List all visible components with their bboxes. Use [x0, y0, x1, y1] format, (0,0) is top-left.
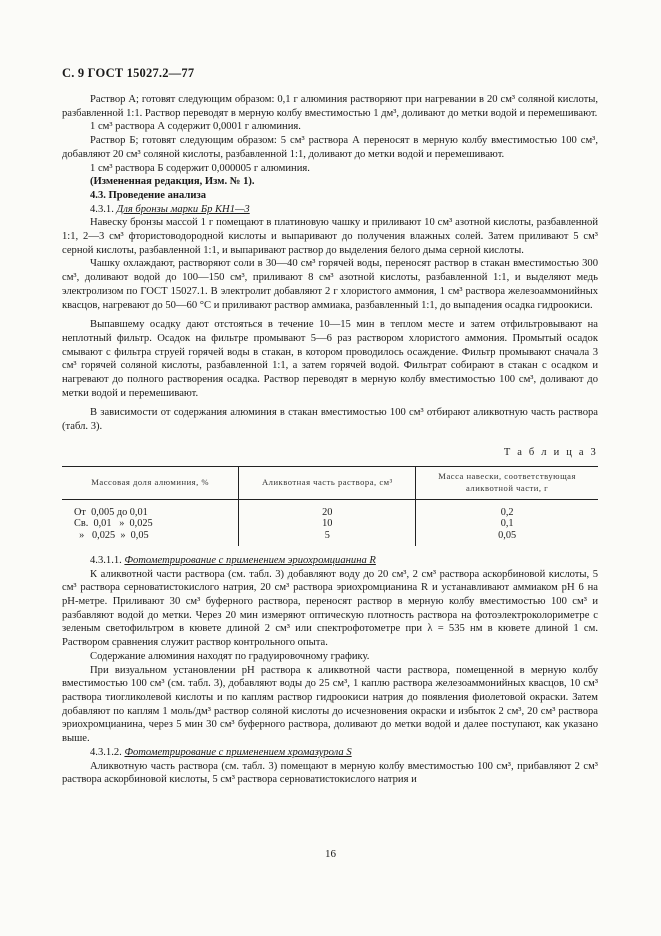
table-cell: 5 [239, 530, 416, 542]
paragraph: 1 см³ раствора А содержит 0,0001 г алюминия. [90, 121, 301, 133]
paragraph: Чашку охлаждают, растворяют соли в 30—40 см³ горячей воды, переносят раствор в стакан вместимостью 300 см³, доливают водой до 100—150 см³, приливают 8 см³ азотной кислоты, разбавленной 1:1, и выделяют медь электролизом по ГОСТ 15027.1. В электролит добавляют 2 г хлористого аммония, 1 см³ раствора железоаммонийных квасцов, нагревают до 50—60 °С и приливают раствор аммиака, разбавленный 1:1, до выпадения осадка гидроокиси. [62, 258, 598, 311]
table-cell: » 0,025 » 0,05 [74, 530, 149, 542]
paragraph: 1 см³ раствора Б содержит 0,000005 г алюминия. [90, 162, 310, 174]
subsection-number: 4.3.1.1. [90, 554, 122, 566]
column-header: Массовая доля алюминия, % [62, 466, 239, 499]
column-header: Масса навески, соответствующая аликвотной части, г [416, 466, 598, 499]
table-cell: 0,1 [500, 518, 514, 530]
page-header: С. 9 ГОСТ 15027.2—77 [62, 66, 195, 80]
subsection-heading [62, 554, 598, 568]
table-cell: 0,05 [498, 530, 517, 542]
paragraph: Аликвотную часть раствора (см. табл. 3) помещают в мерную колбу вместимостью 100 см³, прибавляют 2 см³ раствора аскорбиновой кислоты, 5 см³ раствора серноватистокислого натрия и [62, 760, 598, 786]
table-row [62, 530, 598, 542]
paragraph: К аликвотной части раствора (см. табл. 3) добавляют воду до 20 см³, 2 см³ раствора аскорбиновой кислоты, 5 см³ раствора серноватистокислого натрия, 20 см³ раствора эриохромцианина R и устанавливают аммиаком рН 6 на рН-метре. Приливают 30 см³ буферного раствора, переносят раствор в мерную колбу вместимостью 100 см³ и разбавляют водой до метки. Через 20 мин измеряют оптическую плотность раствора на фотоэлектроколориметре с зеленым светофильтром в кювете длиной 2 см³ или спектрофотометре при λ = 535 нм в кювете длиной 1 см. Раствором сравнения служит раствор контрольного опыта. [62, 568, 598, 649]
subsection-title: Фотометрирование с применением эриохромцианина R [124, 554, 376, 566]
document-body [62, 93, 598, 787]
table-cell: 0,2 [500, 506, 514, 518]
table-caption: Т а б л и ц а 3 [503, 446, 598, 458]
table-header-row [62, 466, 598, 499]
subsection-title: Фотометрирование с применением хромазурола S [124, 746, 352, 758]
table-row [62, 518, 598, 530]
section-heading: 4.3. Проведение анализа [90, 189, 206, 201]
page-number: 16 [325, 848, 336, 860]
column-header: Аликвотная часть раствора, см³ [239, 466, 416, 499]
table-row [62, 507, 598, 519]
table-cell: От 0,005 до 0,01 [74, 506, 148, 518]
paragraph: Выпавшему осадку дают отстояться в течение 10—15 мин в теплом месте и затем отфильтровывают на неплотный фильтр. Осадок на фильтре промывают 5—6 раз раствором хлористого аммония. Промытый осадок смывают с фильтра струей горячей воды в стакан, в котором проводилось осаждение. Фильтр промывают сначала 3 см³ горячей соляной кислоты, разбавленной 1:1, а затем горячей водой. Фильтрат собирают в стакан с осадком и нагревают до полного растворения осадка. Раствор переводят в мерную колбу вместимостью 100 см³, доливают до метки водой и перемешивают. [62, 319, 598, 399]
subsection-number: 4.3.1.2. [90, 746, 122, 758]
paragraph: Содержание алюминия находят по градуировочному графику. [90, 650, 370, 662]
subsection-title: Для бронзы марки Бр КН1—3 [116, 203, 250, 215]
subsection-heading [62, 203, 598, 217]
subsection-number: 4.3.1. [90, 203, 114, 215]
table-cell: 10 [239, 518, 416, 530]
paragraph: Раствор А; готовят следующим образом: 0,1 г алюминия растворяют при нагревании в 20 см³ соляной кислоты, разбавленной 1:1. Раствор переводят в мерную колбу вместимостью 1 дм³, доливают до метки водой и перемешивают. [62, 94, 598, 119]
paragraph: При визуальном установлении рН раствора к аликвотной части раствора, помещенной в мерную колбу вместимостью 100 см³ (см. табл. 3), добавляют воды до 25 см³, 1 каплю раствора железоаммонийных квасцов, 10 см³ раствора тиогликолевой кислоты и по каплям раствор гидроокиси натрия до появления фиолетовой окраски. Затем добавляют по каплям 1 моль/дм³ раствор соляной кислоты до исчезновения окраски и избыток 2 см³, 20 см³ раствора эриохромцианина, через 5 мин 30 см³ буферного раствора, доливают до метки водой и далее поступают, как указано выше. [62, 664, 598, 745]
subsection-heading [62, 746, 598, 760]
table-cell: Св. 0,01 » 0,025 [74, 518, 153, 530]
data-table [62, 466, 598, 546]
table-cell: 20 [239, 507, 416, 519]
paragraph: Навеску бронзы массой 1 г помещают в платиновую чашку и приливают 10 см³ азотной кислоты, разбавленной 1:1, 2—3 см³ фтористоводородной кислоты и выпаривают до получения влажных солей. Затем приливают 5 см³ серной кислоты, разбавленной 1:1, и выпаривают раствор до выделения белого дыма серной кислоты. [62, 217, 598, 256]
paragraph: Раствор Б; готовят следующим образом: 5 см³ раствора А переносят в мерную колбу вместимостью 100 см³, добавляют 20 см³ соляной кислоты, разбавленной 1:1, доливают до метки водой и перемешивают. [62, 135, 598, 160]
paragraph: В зависимости от содержания алюминия в стакан вместимостью 100 см³ отбирают аликвотную часть раствора (табл. 3). [62, 407, 598, 433]
edition-note: (Измененная редакция, Изм. № 1). [90, 176, 255, 188]
